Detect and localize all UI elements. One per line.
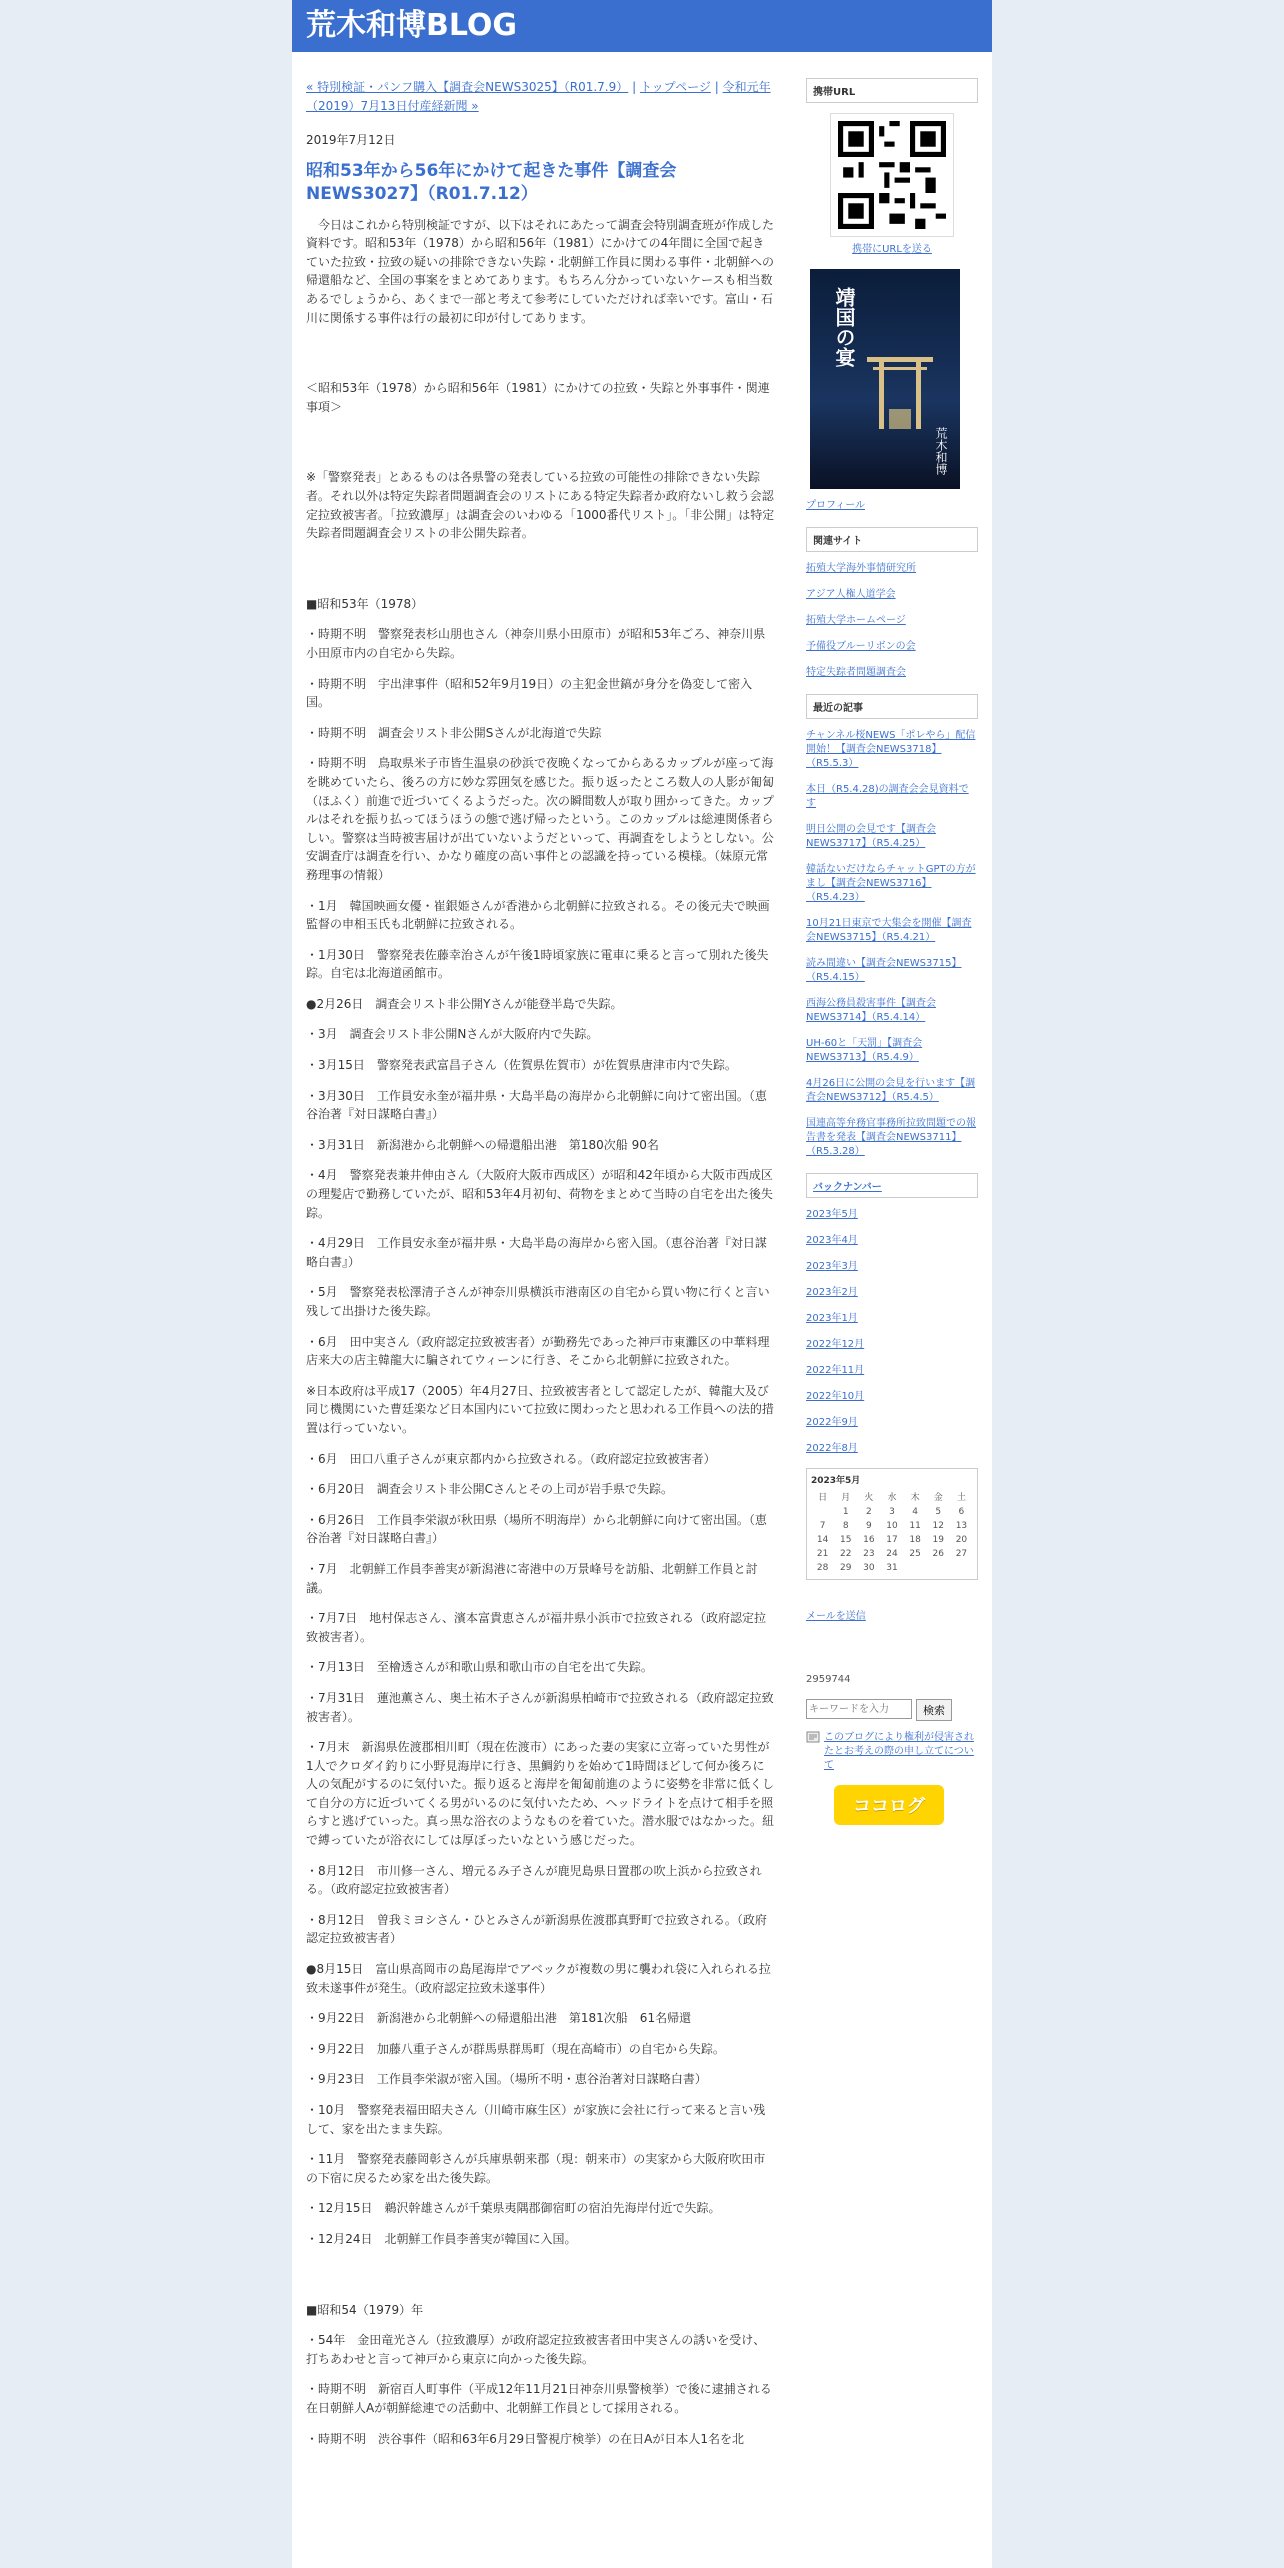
calendar-day[interactable]: 12 — [932, 1521, 944, 1531]
post-paragraph: ・54年 金田竜光さん（拉致濃厚）が政府認定拉致被害者田中実さんの誘いを受け、打ちあわせと言って神戸から東京に向かった後失踪。 — [306, 2333, 766, 2366]
calendar-day[interactable]: 25 — [909, 1549, 921, 1559]
calendar-day[interactable]: 11 — [909, 1521, 921, 1531]
post-body — [306, 216, 776, 2448]
post-paragraph: ・3月 調査会リスト非公開Nさんが大阪府内で失踪。 — [306, 1027, 599, 1042]
post-paragraph: ・9月22日 新潟港から北朝鮮への帰還船出港 第181次船 61名帰還 — [306, 2011, 692, 2026]
calendar-day[interactable]: 1 — [842, 1507, 849, 1517]
post-paragraph: ・時期不明 警察発表杉山朋也さん（神奈川県小田原市）が昭和53年ごろ、神奈川県小田原市内の自宅から失踪。 — [306, 627, 766, 660]
paragraph-gap — [306, 555, 776, 595]
prev-post-link[interactable]: « 特別検証・パンフ購入【調査会NEWS3025】（R01.7.9） — [306, 80, 629, 94]
post-paragraph: ・6月 田中実さん（政府認定拉致被害者）が勤務先であった神戸市東灘区の中華料理店来大の店主韓龍大に騙されてウィーンに行き、そこから北朝鮮に拉致された。 — [306, 1334, 770, 1368]
calendar-day[interactable]: 22 — [839, 1549, 852, 1559]
post-paragraph: ・7月13日 至檜透さんが和歌山県和歌山市の自宅を出て失踪。 — [306, 1660, 653, 1675]
calendar-day — [927, 1561, 950, 1575]
calendar-day-header: 木 — [910, 1493, 920, 1503]
recent-post-link[interactable]: 明日公開の会見です【調査会NEWS3717】（R5.4.25） — [806, 824, 936, 849]
calendar-day — [811, 1505, 834, 1519]
post-paragraph: ・4月29日 工作員安永奎が福井県・大島半島の海岸から密入国。（恵谷治著『対日謀略白書』） — [306, 1236, 767, 1269]
access-counter: 2959744 — [806, 1674, 851, 1685]
next-post-link[interactable]: 令和元年（2019）7月13日付産経新聞 » — [306, 80, 771, 113]
post-paragraph: ・7月31日 蓮池薫さん、奥土祐木子さんが新潟県柏崎市で拉致される（政府認定拉致被害者）。 — [306, 1690, 774, 1724]
post-paragraph: ・3月15日 警察発表武富昌子さん（佐賀県佐賀市）が佐賀県唐津市内で失踪。 — [306, 1058, 737, 1073]
calendar-day[interactable]: 14 — [816, 1535, 829, 1545]
nav-separator: | — [714, 80, 719, 94]
calendar-day[interactable]: 3 — [889, 1507, 895, 1517]
post-paragraph: ＜昭和53年（1978）から昭和56年（1981）にかけての拉致・失踪と外事事件・関連事項＞ — [306, 381, 770, 414]
calendar-day-header: 土 — [956, 1493, 966, 1503]
calendar-day[interactable]: 5 — [935, 1507, 942, 1517]
calendar-day[interactable]: 16 — [863, 1535, 875, 1545]
post-paragraph: ・7月 北朝鮮工作員李善実が新潟港に寄港中の万景峰号を訪船、北朝鮮工作員と討議。 — [306, 1561, 758, 1595]
post-paragraph: ●8月15日 富山県高岡市の島尾海岸でアベックが複数の男に襲われ袋に入れられる拉致未遂事件が発生。（政府認定拉致未遂事件） — [306, 1962, 771, 1995]
book-cover[interactable] — [810, 269, 960, 489]
related-site-link[interactable]: アジア人権人道学会 — [806, 589, 896, 600]
post-paragraph: ■昭和53年（1978） — [306, 596, 424, 611]
post-paragraph: 今日はこれから特別検証ですが、以下はそれにあたって調査会特別調査班が作成した資料です。昭和53年（1978）から昭和56年（1981）にかけての4年間に全国で起きていた拉致・拉致の疑いの排除できない失踪・北朝鮮工作員に関わる事件・北朝鮮への帰還船など、全国の事案をまとめてあります。もちろん分かっていないケースも相当数あるでしょうから、あくまで一部と考えて参考にしていただければ幸いです。富山・石川に関係する事件は行の最初に印が付してあります。 — [306, 217, 775, 325]
post-paragraph: ・8月12日 曽我ミヨシさん・ひとみさんが新潟県佐渡郡真野町で拉致される。（政府認定拉致被害者） — [306, 1912, 767, 1946]
sidebar — [806, 64, 978, 1825]
back-number-link[interactable]: 2023年1月 — [806, 1313, 858, 1324]
related-site-link[interactable]: 拓殖大学海外事情研究所 — [806, 563, 916, 574]
recent-post-link[interactable]: 10月21日東京で大集会を開催【調査会NEWS3715】（R5.4.21） — [806, 918, 972, 943]
back-number-link[interactable]: 2022年12月 — [806, 1339, 865, 1350]
post-paragraph: ・6月20日 調査会リスト非公開Cさんとその上司が岩手県で失踪。 — [306, 1482, 674, 1497]
post-date: 2019年7月12日 — [306, 133, 396, 148]
calendar-day[interactable]: 19 — [932, 1535, 944, 1545]
post-paragraph: ■昭和54（1979）年 — [306, 2302, 424, 2317]
calendar-day[interactable]: 20 — [955, 1535, 968, 1545]
back-numbers-list — [806, 1208, 978, 1456]
post-paragraph: ・6月 田口八重子さんが東京都内から拉致される。（政府認定拉致被害者） — [306, 1451, 716, 1466]
report-icon — [806, 1731, 820, 1773]
qr-code-icon — [830, 113, 954, 237]
post-paragraph: ・1月30日 警察発表佐藤幸治さんが午後1時頃家族に電車に乗ると言って別れた後失踪。自宅は北海道函館市。 — [306, 947, 769, 981]
back-numbers-heading: バックナンバー — [806, 1173, 978, 1198]
main-column — [306, 78, 776, 2460]
cocolog-logo[interactable]: ココログ — [834, 1785, 944, 1825]
nav-separator: | — [632, 80, 637, 94]
back-number-link[interactable]: 2022年8月 — [806, 1443, 858, 1454]
send-mobile-url-link[interactable]: 携帯にURLを送る — [852, 244, 932, 255]
related-site-link[interactable]: 予備役ブルーリボンの会 — [806, 641, 916, 652]
book-author: 荒木和博 — [934, 427, 948, 475]
post-title[interactable]: 昭和53年から56年にかけて起きた事件【調査会NEWS3027】（R01.7.12） — [306, 160, 677, 204]
recent-posts-list — [806, 729, 978, 1159]
back-number-link[interactable]: 2023年3月 — [806, 1261, 858, 1272]
post-paragraph: ・8月12日 市川修一さん、増元るみ子さんが鹿児島県日置郡の吹上浜から拉致される。（政府認定拉致被害者） — [306, 1863, 762, 1897]
back-number-link[interactable]: 2022年9月 — [806, 1417, 858, 1428]
post-paragraph: ・6月26日 工作員李栄淑が秋田県（場所不明海岸）から北朝鮮に向けて密出国。（恵谷治著『対日謀略白書』） — [306, 1512, 767, 1546]
top-page-link[interactable]: トップページ — [639, 80, 711, 94]
back-number-link[interactable]: 2022年11月 — [806, 1365, 865, 1376]
recent-post-link[interactable]: 本日（R5.4.28)の調査会会見資料です — [806, 784, 969, 809]
calendar-day-header: 月 — [841, 1493, 851, 1503]
post-paragraph: ・3月31日 新潟港から北朝鮮への帰還船出港 第180次船 90名 — [306, 1137, 659, 1152]
recent-post-link[interactable]: 西海公務員殺害事件【調査会NEWS3714】（R5.4.14） — [806, 998, 936, 1023]
post-paragraph: ・5月 警察発表松澤清子さんが神奈川県横浜市港南区の自宅から買い物に行くと言い残して出掛けた後失踪。 — [306, 1285, 770, 1318]
calendar-day — [950, 1561, 973, 1575]
post-paragraph: ●2月26日 調査会リスト非公開Yさんが能登半島で失踪。 — [306, 996, 623, 1011]
calendar-day[interactable]: 15 — [839, 1535, 852, 1545]
calendar-day-header: 水 — [887, 1493, 897, 1503]
back-number-link[interactable]: 2023年2月 — [806, 1287, 858, 1298]
calendar-day[interactable]: 27 — [955, 1549, 968, 1559]
recent-post-link[interactable]: 読み間違い【調査会NEWS3715】（R5.4.15） — [806, 958, 962, 983]
paragraph-gap — [306, 2261, 776, 2301]
rights-report-link[interactable]: このブログにより権利が侵害されたとお考えの際の申し立てについて — [824, 1732, 974, 1771]
post-paragraph: ※「警察発表」とあるものは各県警の発表している拉致の可能性の排除できない失踪者。それ以外は特定失踪者問題調査会のリストにある特定失踪者か政府ないし救う会認定拉致被害者。「拉致濃厚」は調査会のいわゆる「1000番代リスト」。「非公開」は特定失踪者問題調査会リストの非公開失踪者。 — [306, 470, 775, 541]
calendar-day[interactable]: 30 — [863, 1563, 875, 1573]
post-paragraph: ・時期不明 鳥取県米子市皆生温泉の砂浜で夜晩くなってからあるカップルが座って海を眺めていたら、後ろの方に妙な雰囲気を感じた。振り返ったところ数人の人影が匍匐（ほふく）前進で近づいてくるようだった。次の瞬間数人が取り囲かってきた。カップルはそれを振り払ってほうほうの態で逃げ帰ったという。このカップルは総連関係者らしい。警察は当時被害届けが出ていないようだといって、再調査をしようとしない。公安調査庁は調査を行い、かなり確度の高い事件との認識を持っている模様。（妹原元常務理事の情報） — [306, 756, 775, 882]
related-site-link[interactable]: 拓殖大学ホームページ — [806, 615, 906, 626]
post-paragraph: ※日本政府は平成17（2005）年4月27日、拉致被害者として認定したが、韓龍大及び同じ機関にいた曹廷楽など日本国内にいて拉致に関わったと思われる工作員への法的措置は行っていない。 — [306, 1383, 774, 1435]
calendar-day[interactable]: 6 — [958, 1507, 965, 1517]
post-paragraph: ・時期不明 新宿百人町事件（平成12年11月21日神奈川県警検挙）で後に逮捕される在日朝鮮人Aが朝鮮総連での活動中、北朝鮮工作員として採用される。 — [306, 2382, 772, 2415]
calendar-day[interactable]: 21 — [816, 1549, 829, 1559]
mobile-url-heading: 携帯URL — [806, 78, 978, 103]
calendar-day-header: 日 — [818, 1493, 828, 1503]
post-paragraph: ・3月30日 工作員安永奎が福井県・大島半島の海岸から北朝鮮に向けて密出国。（恵谷治著『対日謀略白書』） — [306, 1088, 767, 1122]
recent-post-link[interactable]: 韓話ないだけならチャットGPTの方がまし【調査会NEWS3716】（R5.4.23） — [806, 864, 976, 903]
post-paragraph: ・1月 韓国映画女優・崔銀姫さんが香港から北朝鮮に拉致される。その後元夫で映画監督の申相玉氏も北朝鮮に拉致される。 — [306, 898, 770, 932]
related-site-link[interactable]: 特定失踪者問題調査会 — [806, 667, 906, 678]
post-paragraph: ・12月24日 北朝鮮工作員李善実が韓国に入国。 — [306, 2231, 577, 2246]
post-paragraph: ・7月末 新潟県佐渡郡相川町（現在佐渡市）にあった妻の実家に立寄っていた男性が1人でクロダイ釣りに小野見海岸に行き、黒鯛釣りを始めて1時間ほどして何か後ろに人の気配がするのに気付いた。振り返ると海岸を匍匐前進のように姿勢を非常に低くして自分の方に近づいてくる男がいるのに気付いたため、ヘッドライトを点けて相手を照らすと逃げていった。真っ黒な浴衣のようなものを着ていた。潜水服ではなかった。紐で縛っていたが浴衣にしては厚ぼったいなという感じだった。 — [306, 1740, 775, 1848]
calendar-day[interactable]: 2 — [865, 1507, 872, 1517]
recent-post-link[interactable]: UH-60と「天罰」【調査会NEWS3713】（R5.4.9） — [806, 1038, 923, 1063]
search-button[interactable]: 検索 — [916, 1699, 952, 1721]
post-paragraph: ・時期不明 調査会リスト非公開Sさんが北海道で失踪 — [306, 725, 602, 740]
recent-post-link[interactable]: 4月26日に公開の会見を行います【調査会NEWS3712】（R5.4.5） — [806, 1078, 976, 1103]
post-paragraph: ・時期不明 渋谷事件（昭和63年6月29日警視庁検挙）の在日Aが日本人1名を北 — [306, 2431, 745, 2446]
post-paragraph: ・12月15日 鵜沢幹雄さんが千葉県夷隅郡御宿町の宿泊先海岸付近で失踪。 — [306, 2201, 721, 2216]
calendar-day[interactable]: 29 — [839, 1563, 852, 1573]
related-sites-heading: 関連サイト — [806, 527, 978, 552]
rights-report — [806, 1731, 978, 1773]
calendar-title: 2023年5月 — [811, 1476, 861, 1486]
post-paragraph: ・9月23日 工作員李栄淑が密入国。（場所不明・恵谷治著対日謀略白書） — [306, 2072, 707, 2087]
calendar-day[interactable]: 24 — [886, 1549, 898, 1559]
calendar-day-header: 金 — [933, 1493, 943, 1503]
back-number-link[interactable]: 2022年10月 — [806, 1391, 865, 1402]
calendar-day[interactable]: 31 — [886, 1563, 898, 1573]
post-paragraph: ・10月 警察発表福田昭夫さん（川崎市麻生区）が家族に会社に行って来ると言い残して、家を出たまま失踪。 — [306, 2103, 766, 2136]
calendar — [806, 1468, 978, 1580]
calendar-day[interactable]: 23 — [863, 1549, 875, 1559]
send-mail-link[interactable]: メールを送信 — [806, 1611, 866, 1622]
calendar-day[interactable]: 4 — [912, 1507, 918, 1517]
post-paragraph: ・9月22日 加藤八重子さんが群馬県群馬町（現在高崎市）の自宅から失踪。 — [306, 2041, 725, 2056]
recent-post-link[interactable]: 国連高等弁務官事務所拉致問題での報告書を発表【調査会NEWS3711】（R5.3.28） — [806, 1118, 976, 1157]
calendar-day[interactable]: 26 — [932, 1549, 944, 1559]
post-navigation — [306, 78, 776, 115]
related-sites-list — [806, 562, 978, 680]
calendar-day — [904, 1561, 927, 1575]
calendar-day[interactable]: 18 — [909, 1535, 921, 1545]
book-title: 靖国の宴 — [832, 287, 856, 367]
calendar-day[interactable]: 17 — [886, 1535, 898, 1545]
site-title[interactable]: 荒木和博BLOG — [292, 0, 992, 52]
recent-post-link[interactable]: チャンネル桜NEWS「ポレやら」配信開始！【調査会NEWS3718】（R5.5.3） — [806, 730, 976, 769]
back-number-link[interactable]: 2023年4月 — [806, 1235, 858, 1246]
post-paragraph: ・11月 警察発表藤岡彰さんが兵庫県朝来郡（現：朝来市）の実家から大阪府吹田市の下宿に戻るため家を出た後失踪。 — [306, 2152, 766, 2185]
calendar-day[interactable]: 8 — [842, 1521, 849, 1531]
calendar-day[interactable]: 7 — [819, 1521, 826, 1531]
paragraph-gap — [306, 339, 776, 379]
post-paragraph: ・4月 警察発表兼井伸由さん（大阪府大阪市西成区）が昭和42年頃から大阪市西成区の理髪店で勤務していたが、昭和53年4月初旬、荷物をまとめて当時の自宅を出た後失踪。 — [306, 1168, 773, 1220]
calendar-day[interactable]: 10 — [886, 1521, 898, 1531]
post-paragraph: ・時期不明 宇出津事件（昭和52年9月19日）の主犯金世鎬が身分を偽変して密入国。 — [306, 676, 753, 710]
calendar-day[interactable]: 9 — [865, 1521, 872, 1531]
calendar-day[interactable]: 13 — [955, 1521, 968, 1531]
search-input[interactable] — [806, 1699, 912, 1719]
post-paragraph: ・7月7日 地村保志さん、濱本富貴恵さんが福井県小浜市で拉致される（政府認定拉致被害者）。 — [306, 1611, 766, 1644]
paragraph-gap — [306, 428, 776, 468]
back-number-link[interactable]: 2023年5月 — [806, 1209, 858, 1220]
torii-icon — [865, 349, 935, 429]
recent-posts-heading: 最近の記事 — [806, 694, 978, 719]
page-container — [292, 0, 992, 2568]
calendar-day[interactable]: 28 — [816, 1563, 829, 1573]
calendar-grid — [811, 1488, 973, 1575]
profile-link[interactable]: プロフィール — [806, 500, 865, 511]
calendar-day-header: 火 — [864, 1493, 874, 1503]
search-form — [806, 1699, 978, 1721]
